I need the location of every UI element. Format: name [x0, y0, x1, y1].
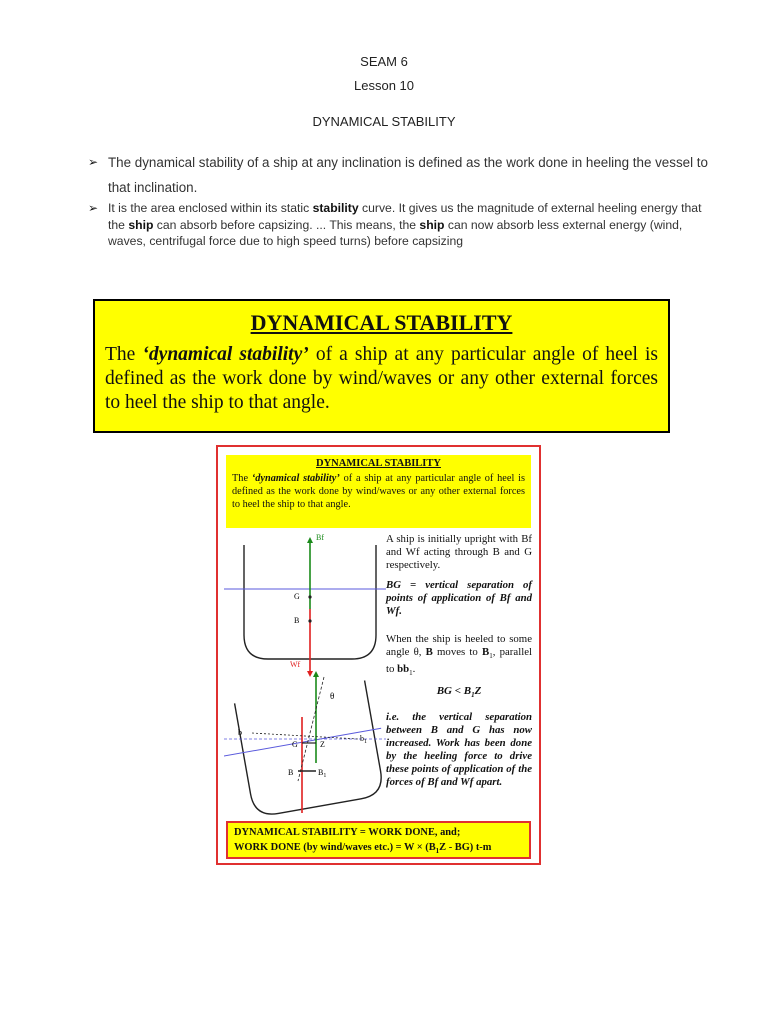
definition-term: ‘dynamical stability’ — [142, 344, 309, 365]
label-bf: Bf — [316, 533, 324, 542]
definition-body — [95, 336, 668, 415]
bf-arrowhead-icon — [307, 537, 313, 543]
b-point-upright — [308, 619, 311, 622]
page-title: DYNAMICAL STABILITY — [312, 114, 456, 129]
arrow-bullet-icon: ➢ — [88, 155, 99, 169]
definition-text-part: of a ship at any particular angle of heel is defined as the work done by wind/waves or any other external forces to heel the ship to that angle. — [105, 344, 658, 413]
bullet-item-area — [88, 200, 708, 250]
bullet-text-part: curve. It gives us the magnitude of external heeling energy that the — [108, 201, 702, 232]
label-g-heeled: G — [292, 740, 298, 749]
definition-title: DYNAMICAL STABILITY — [250, 310, 513, 335]
figure-definition-box — [226, 455, 531, 528]
bullet-list — [88, 150, 708, 250]
label-wf: Wf — [290, 660, 301, 669]
heeled-description: When the ship is heeled to some angle θ, B moves to $B_1$, parallel to $bb_1$. — [386, 633, 532, 678]
wf-arrowhead-icon — [307, 671, 313, 677]
work-done-formula-box — [226, 821, 531, 859]
course-code: SEAM 6 — [360, 54, 408, 69]
label-z: Z — [320, 740, 325, 749]
heeled-hull-outline — [235, 680, 385, 817]
label-b1-small: $b_1$ — [360, 734, 367, 745]
label-g-upright: G — [294, 592, 300, 601]
dynamical-stability-figure — [216, 445, 541, 865]
bg-definition: BG = vertical separation of points of application of Bf and Wf. — [386, 579, 532, 617]
separation-explanation: i.e. the vertical separation between B and G has now increased. Work has been done by the heeling force to drive these points of application of the forces of Bf and Wf apart. — [386, 711, 532, 788]
bullet-item-definition — [88, 150, 708, 200]
heeled-hull-group — [224, 679, 386, 821]
upright-description: A ship is initially upright with Bf and Wf acting through B and G respectively. — [386, 533, 532, 571]
bg-comparison-formula: BG < $B_1Z$ — [436, 685, 482, 700]
definition-box — [93, 299, 670, 433]
bold-term: stability — [312, 201, 359, 215]
figure-definition-text: The — [232, 473, 252, 484]
g-point-upright — [308, 595, 311, 598]
lesson-number: Lesson 10 — [354, 78, 414, 93]
work-done-line1: DYNAMICAL STABILITY = WORK DONE, and; — [234, 827, 461, 838]
bold-term: ship — [419, 217, 445, 232]
label-b-heeled: B — [288, 768, 294, 777]
ship-stability-diagram — [224, 531, 386, 821]
figure-definition-text: of a ship at any particular angle of heel is defined as the work done by wind/waves or any other external forces to heel the ship to that angle. — [232, 473, 525, 510]
figure-definition-title: DYNAMICAL STABILITY — [316, 458, 441, 469]
work-done-line2: WORK DONE (by wind/waves $etc.) = W \times (B_1Z - BG)$ t-m — [234, 842, 492, 856]
figure-definition-term: ‘dynamical stability’ — [251, 473, 340, 484]
bullet-text-part: It is the area enclosed within its static — [108, 201, 313, 215]
theta-label: θ — [330, 691, 335, 701]
label-b1-heeled: $B_1$ — [318, 768, 327, 779]
bf-heeled-arrowhead-icon — [313, 671, 319, 677]
bullet-text-part: can now absorb less external energy (wind, waves, centrifugal force due to high speed turns) before capsizing — [108, 217, 683, 248]
label-b-upright: B — [294, 616, 300, 625]
definition-text-part: The — [105, 344, 143, 365]
bullet-text: The dynamical stability of a ship at any inclination is defined as the work done in heeling the vessel to that inclination. — [108, 155, 708, 195]
bold-term: ship — [128, 217, 154, 232]
label-b-small: b — [238, 728, 242, 737]
bullet-text-part: can absorb before capsizing. ... This means, the — [153, 217, 420, 232]
arrow-bullet-icon: ➢ — [88, 201, 99, 215]
bb1-parallel-line — [252, 733, 358, 739]
